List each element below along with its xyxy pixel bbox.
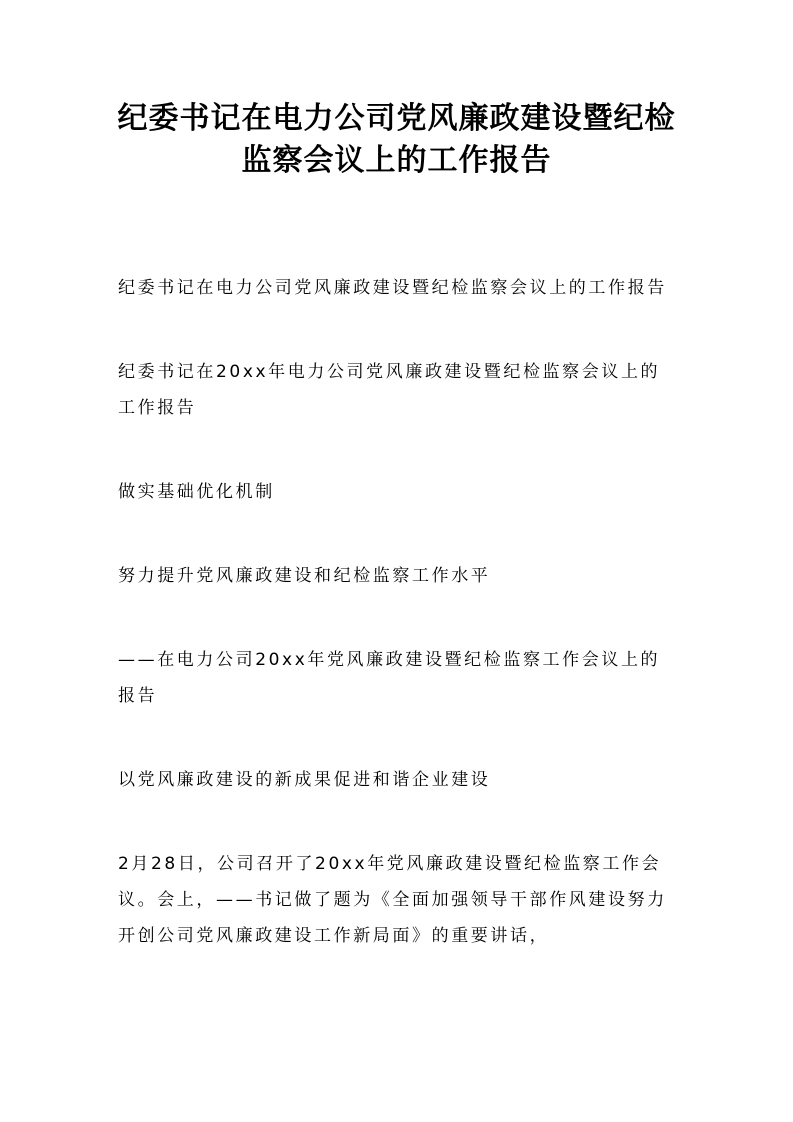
document-body — [118, 270, 674, 1002]
paragraph-full-title: 纪委书记在20xx年电力公司党风廉政建设暨纪检监察会议上的工作报告 — [118, 362, 661, 418]
paragraph-repeat-title: 纪委书记在电力公司党风廉政建设暨纪检监察会议上的工作报告 — [118, 278, 667, 298]
paragraph-body-text: 2月28日，公司召开了20xx年党风廉政建设暨纪检监察工作会议。会上，——书记做了题为《全面加强领导干部作风建设努力开创公司党风廉政建设工作新局面》的重要讲话， — [118, 854, 667, 946]
paragraph-heading-2: 努力提升党风廉政建设和纪检监察工作水平 — [118, 566, 491, 586]
paragraph-subtitle: ——在电力公司20xx年党风廉政建设暨纪检监察工作会议上的报告 — [118, 650, 661, 706]
paragraph-heading-1: 做实基础优化机制 — [118, 482, 275, 502]
document-title: 纪委书记在电力公司党风廉政建设暨纪检监察会议上的工作报告 — [117, 101, 676, 178]
paragraph-section-heading: 以党风廉政建设的新成果促进和谐企业建设 — [118, 770, 491, 790]
